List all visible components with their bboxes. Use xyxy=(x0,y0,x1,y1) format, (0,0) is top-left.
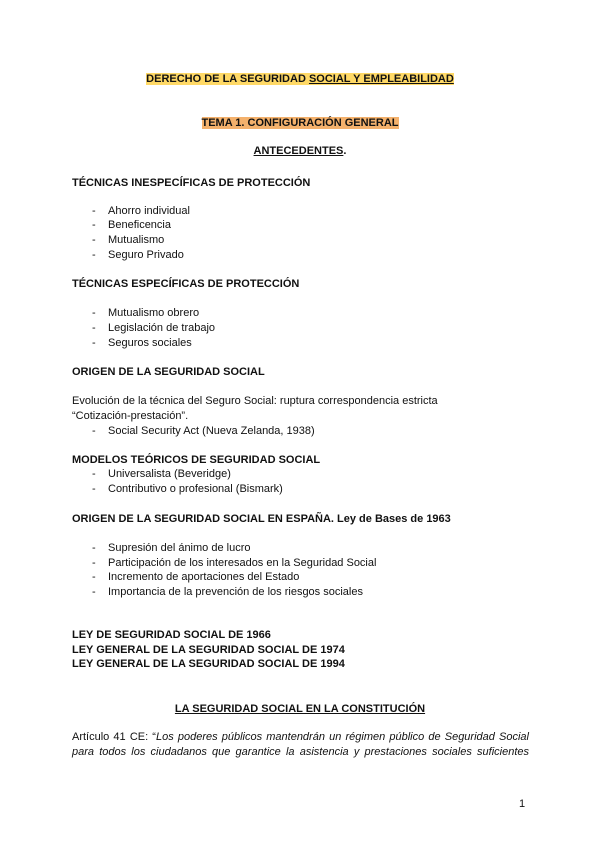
list-item xyxy=(92,218,171,232)
item-text: Contributivo o profesional (Bismark) xyxy=(108,483,283,495)
tema-text: TEMA 1. CONFIGURACIÓN GENERAL xyxy=(201,117,399,129)
item-text: Social Security Act (Nueva Zelanda, 1938) xyxy=(108,425,315,437)
item-text: Supresión del ánimo de lucro xyxy=(108,542,251,554)
list-item xyxy=(92,233,164,247)
antecedentes-text: ANTECEDENTES xyxy=(253,145,344,157)
heading-inespecificas: TÉCNICAS INESPECÍFICAS DE PROTECCIÓN xyxy=(72,177,311,189)
ley-1974: LEY GENERAL DE LA SEGURIDAD SOCIAL DE 1974 xyxy=(72,644,345,656)
origen-line1: Evolución de la técnica del Seguro Social: ruptura correspondencia estricta xyxy=(72,395,438,407)
item-text: Seguros sociales xyxy=(108,337,192,349)
list-item xyxy=(92,424,315,438)
dash: - xyxy=(92,483,96,495)
list-item xyxy=(92,585,363,599)
title-part1: DERECHO DE LA SEGURIDAD xyxy=(146,73,309,85)
list-item xyxy=(92,556,376,570)
item-text: Seguro Privado xyxy=(108,249,184,261)
item-text: Participación de los interesados en la Seguridad Social xyxy=(108,557,377,569)
dash: - xyxy=(92,468,96,480)
item-text: Incremento de aportaciones del Estado xyxy=(108,571,300,583)
articulo-quote-1: Los poderes públicos mantendrán un régimen público de Seguridad Social xyxy=(155,731,529,743)
antecedentes-dot: . xyxy=(343,145,347,157)
dash: - xyxy=(92,249,96,261)
item-text: Mutualismo xyxy=(108,234,165,246)
item-text: Beneficencia xyxy=(108,219,171,231)
dash: - xyxy=(92,542,96,554)
dash: - xyxy=(92,219,96,231)
list-item xyxy=(92,482,283,496)
list-item xyxy=(92,248,184,262)
item-text: Legislación de trabajo xyxy=(108,322,216,334)
articulo-quote-2: para todos los ciudadanos que garantice la asistencia y prestaciones sociales suficientes xyxy=(72,746,529,758)
dash: - xyxy=(92,571,96,583)
document-title xyxy=(0,72,600,86)
dash: - xyxy=(92,425,96,437)
title-part2: SOCIAL Y EMPLEABILIDAD xyxy=(308,73,454,85)
list-item xyxy=(92,321,215,335)
heading-origen: ORIGEN DE LA SEGURIDAD SOCIAL xyxy=(72,366,265,378)
list-item xyxy=(92,336,192,350)
dash: - xyxy=(92,205,96,217)
heading-constitucion: LA SEGURIDAD SOCIAL EN LA CONSTITUCIÓN xyxy=(174,703,426,715)
articulo-line1 xyxy=(72,730,529,745)
dash: - xyxy=(92,322,96,334)
ley-1994: LEY GENERAL DE LA SEGURIDAD SOCIAL DE 1994 xyxy=(72,658,345,670)
dash: - xyxy=(92,234,96,246)
dash: - xyxy=(92,557,96,569)
list-item xyxy=(92,467,231,481)
heading-especificas: TÉCNICAS ESPECÍFICAS DE PROTECCIÓN xyxy=(72,278,300,290)
articulo-line2 xyxy=(72,745,529,760)
ley-1966: LEY DE SEGURIDAD SOCIAL DE 1966 xyxy=(72,629,271,641)
list-item xyxy=(92,204,190,218)
dash: - xyxy=(92,586,96,598)
antecedentes-heading xyxy=(0,144,600,158)
list-item xyxy=(92,306,199,320)
dash: - xyxy=(92,337,96,349)
list-item xyxy=(92,570,299,584)
heading-espana: ORIGEN DE LA SEGURIDAD SOCIAL EN ESPAÑA. Ley de Bases de 1963 xyxy=(72,513,451,525)
item-text: Ahorro individual xyxy=(108,205,190,217)
item-text: Mutualismo obrero xyxy=(108,307,200,319)
item-text: Universalista (Beveridge) xyxy=(108,468,231,480)
articulo-prefix: Artículo 41 CE: “ xyxy=(72,731,156,743)
heading-modelos: MODELOS TEÓRICOS DE SEGURIDAD SOCIAL xyxy=(72,454,321,466)
list-item xyxy=(92,541,250,555)
tema-heading xyxy=(0,116,600,130)
origen-line2: “Cotización-prestación”. xyxy=(72,410,189,422)
item-text: Importancia de la prevención de los riesgos sociales xyxy=(108,586,363,598)
page-number: 1 xyxy=(519,798,526,810)
dash: - xyxy=(92,307,96,319)
